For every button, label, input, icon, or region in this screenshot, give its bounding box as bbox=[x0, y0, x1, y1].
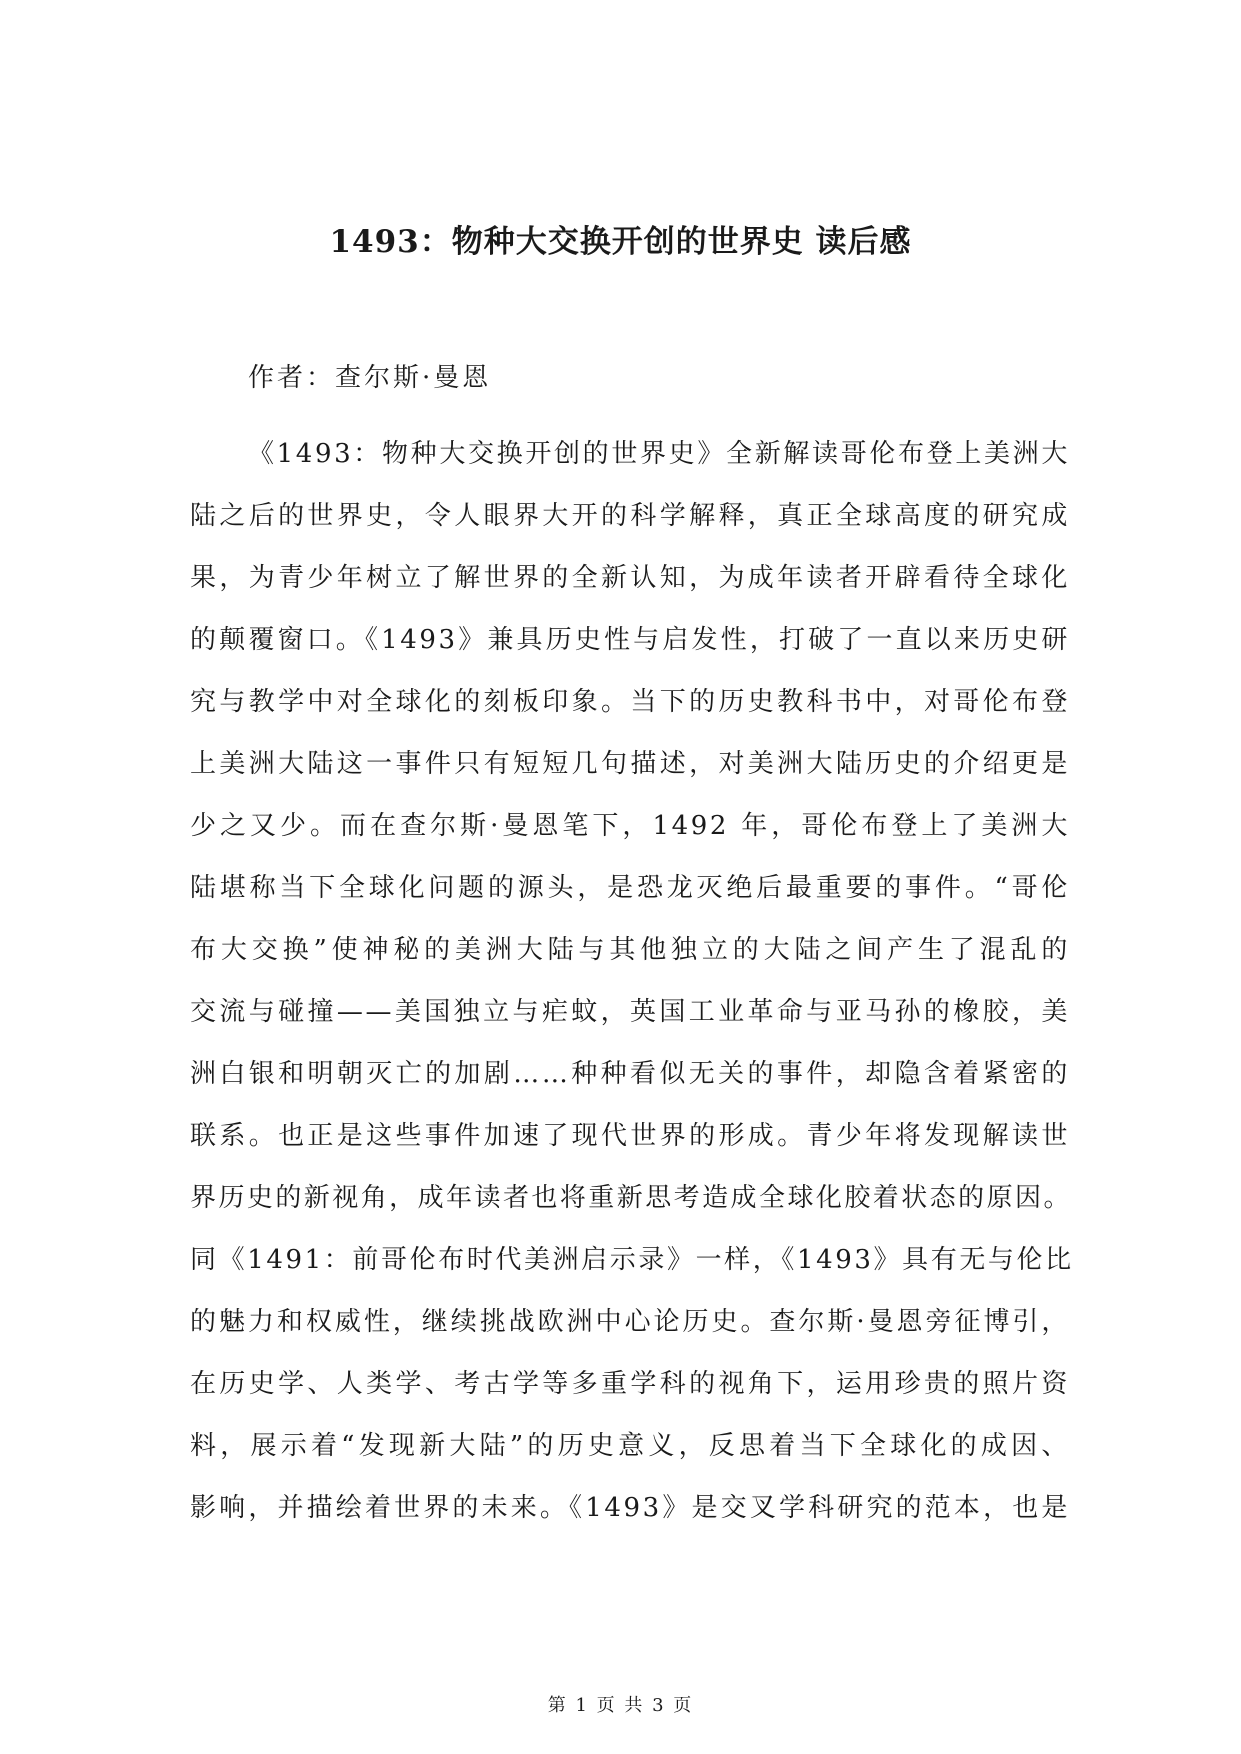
document-title: 1493：物种大交换开创的世界史 读后感 bbox=[329, 224, 912, 260]
body-line: 联系。也正是这些事件加速了现代世界的形成。青少年将发现解读世 bbox=[190, 1121, 1070, 1151]
body-line: 《1493：物种大交换开创的世界史》全新解读哥伦布登上美洲大 bbox=[248, 439, 1070, 469]
body-line: 上美洲大陆这一事件只有短短几句描述，对美洲大陆历史的介绍更是 bbox=[190, 749, 1070, 779]
body-line: 同《1491：前哥伦布时代美洲启示录》一样，《1493》具有无与伦比 bbox=[190, 1245, 1074, 1275]
body-line: 果，为青少年树立了解世界的全新认知，为成年读者开辟看待全球化 bbox=[190, 563, 1070, 593]
body-line: 陆堪称当下全球化问题的源头，是恐龙灭绝后最重要的事件。“哥伦 bbox=[190, 873, 1070, 903]
page-number: 第 1 页 共 3 页 bbox=[547, 1695, 694, 1716]
body-line: 陆之后的世界史，令人眼界大开的科学解释，真正全球高度的研究成 bbox=[190, 501, 1070, 531]
body-line: 布大交换”使神秘的美洲大陆与其他独立的大陆之间产生了混乱的 bbox=[190, 935, 1070, 965]
body-line: 料，展示着“发现新大陆”的历史意义，反思着当下全球化的成因、 bbox=[190, 1431, 1070, 1461]
body-line: 影响，并描绘着世界的未来。《1493》是交叉学科研究的范本，也是 bbox=[190, 1493, 1070, 1523]
body-line: 少之又少。而在查尔斯·曼恩笔下，1492 年，哥伦布登上了美洲大 bbox=[190, 811, 1070, 841]
body-line: 洲白银和明朝灭亡的加剧……种种看似无关的事件，却隐含着紧密的 bbox=[190, 1059, 1070, 1089]
body-line: 的魅力和权威性，继续挑战欧洲中心论历史。查尔斯·曼恩旁征博引， bbox=[190, 1307, 1070, 1337]
author-line: 作者：查尔斯·曼恩 bbox=[248, 363, 492, 393]
body-line: 界历史的新视角，成年读者也将重新思考造成全球化胶着状态的原因。 bbox=[190, 1183, 1070, 1213]
body-line: 的颠覆窗口。《1493》兼具历史性与启发性，打破了一直以来历史研 bbox=[190, 625, 1070, 655]
body-line: 在历史学、人类学、考古学等多重学科的视角下，运用珍贵的照片资 bbox=[190, 1369, 1070, 1399]
body-text bbox=[190, 423, 1074, 1539]
body-line: 交流与碰撞——美国独立与疟蚊，英国工业革命与亚马孙的橡胶，美 bbox=[190, 997, 1070, 1027]
body-line: 究与教学中对全球化的刻板印象。当下的历史教科书中，对哥伦布登 bbox=[190, 687, 1070, 717]
